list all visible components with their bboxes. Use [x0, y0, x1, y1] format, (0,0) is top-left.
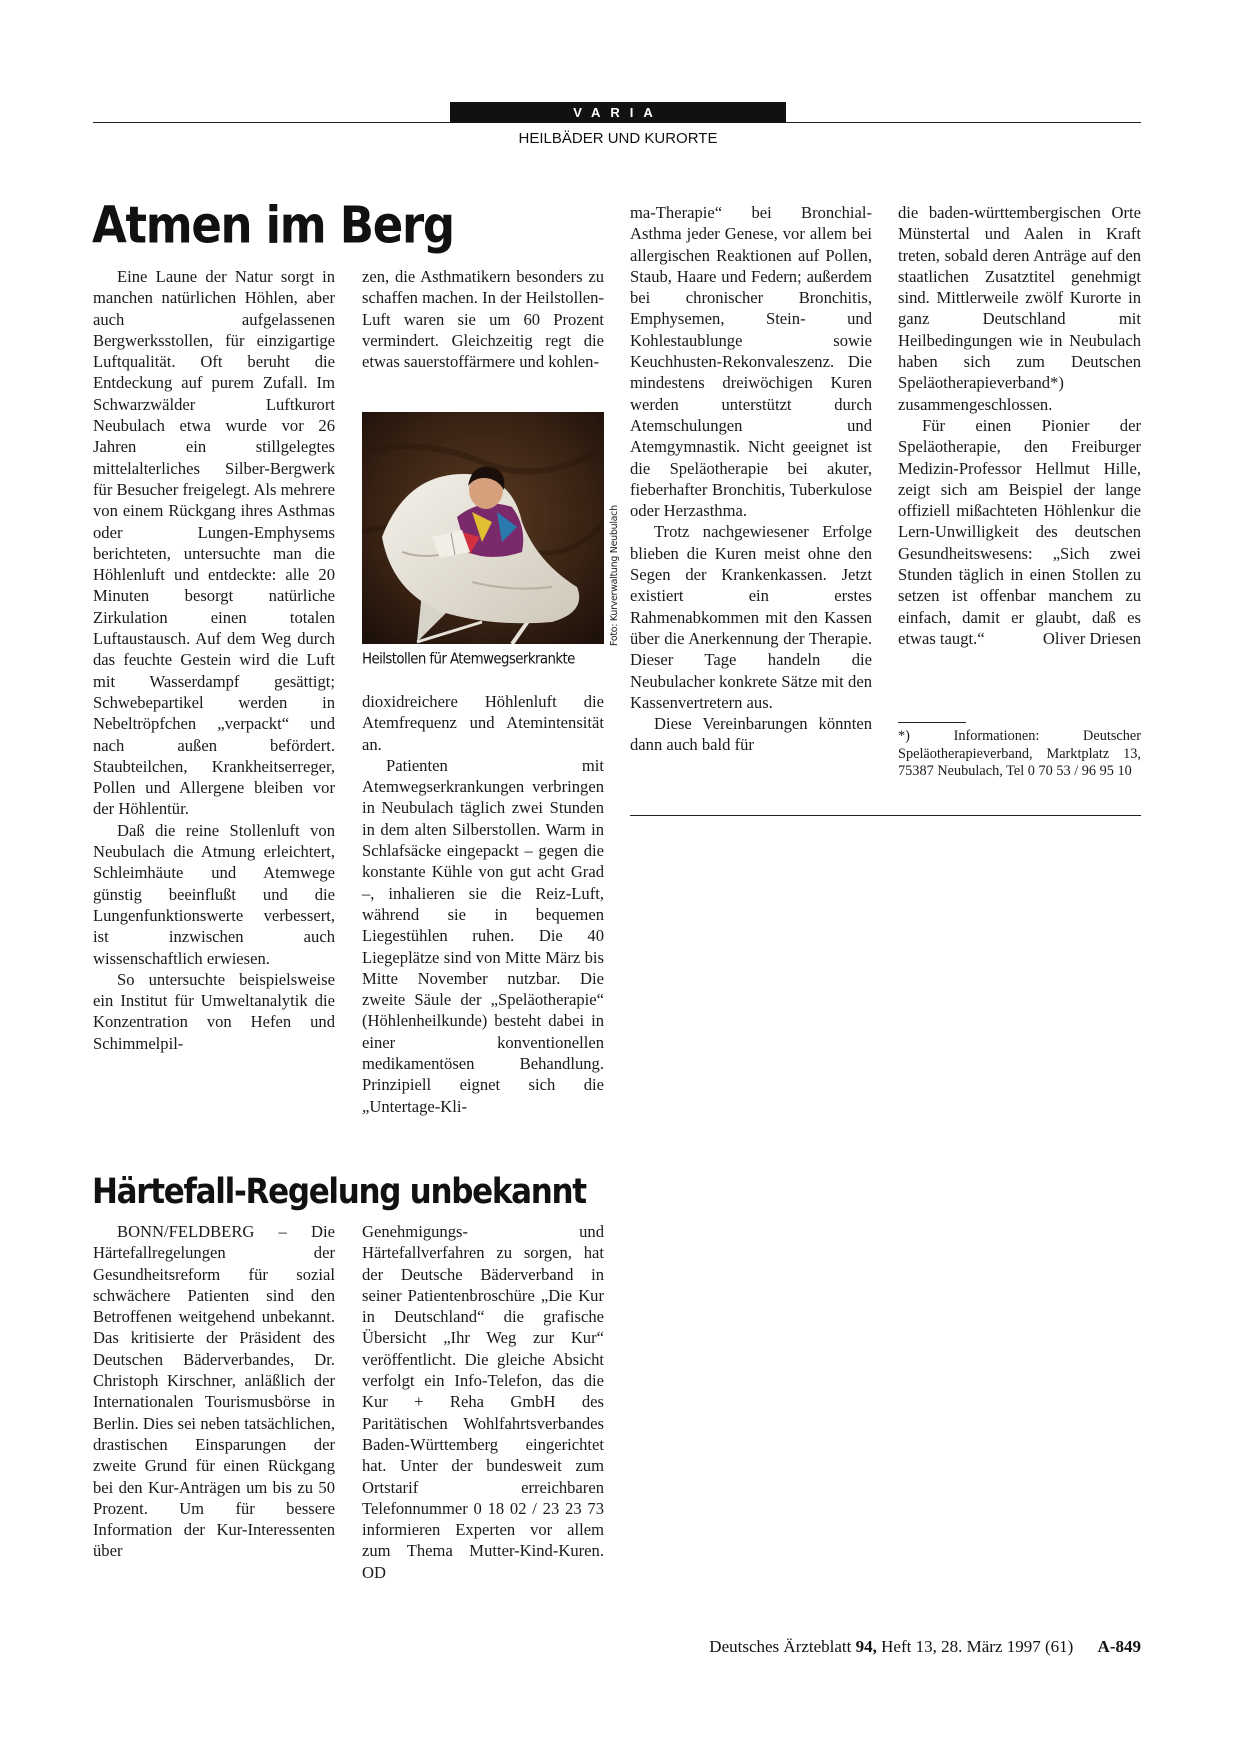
paragraph: Eine Laune der Natur sorgt in manchen natürlichen Höhlen, aber auch aufgelassenen Bergwerksstollen, für einzigartige Luftqualität. Oft beruht die Entdeckung auf purem Zufall. Im Schwarzwälder Luftkurort Neubulach etwa wurde vor 26 Jahren ein stillgelegtes mittelalterliches Silber-Bergwerk für Besucher freigelegt. Als mehrere von einem Rückgang ihres Asthmas oder Lungen-Emphysems berichteten, untersuchte man die Höhlenluft und entdeckte: alle 20 Minuten besorgt natürliche Zirkulation einen totalen Luftaustausch. Auf dem Weg durch das feuchte Gestein wird die Luft mit Wasserdampf gesättigt; Schwebepartikel werden in Nebeltröpfchen „verpackt“ und nach außen befördert. Staubteilchen, Krankheitserreger, Pollen und Allergene bleiben vor der Höhlentür. — [93, 267, 335, 819]
paragraph: Genehmigungs- und Härtefallverfahren zu sorgen, hat der Deutsche Bäderverband in seiner Patientenbroschüre „Die Kur in Deutschland“ die grafische Übersicht „Ihr Weg zur Kur“ veröffentlicht. Die gleiche Absicht verfolgt ein Info-Telefon, das die Kur + Reha GmbH des Paritätischen Wohlfahrtsverbandes Baden-Württemberg eingerichtet hat. Unter der bundesweit zum Ortstarif erreichbaren Telefonnummer 0 18 02 / 23 23 73 informieren Experten vor allem zum Thema Mutter-Kind-Kuren. OD — [362, 1222, 604, 1582]
paragraph: Patienten mit Atemwegserkrankungen verbringen in Neubulach täglich zwei Stunden in dem alten Silberstollen. Warm in Schlafsäcke eingepackt – gegen die konstante Kühle von gut acht Grad –, inhalieren sie die Reiz-Luft, während sie in bequemen Liegestühlen ruhen. Die 40 Liegeplätze sind von Mitte März bis Mitte November nutzbar. Die zweite Säule der „Speläotherapie“ (Höhlenheilkunde) besteht dabei in einer konventionellen medikamentösen Behandlung. Prinzipiell eignet sich die „Untertage-Kli- — [362, 755, 604, 1116]
article2-column-2 — [362, 1221, 604, 1583]
journal-volume: 94, — [855, 1637, 877, 1656]
article-column-2-top — [362, 266, 604, 372]
paragraph-text: Für einen Pionier der Speläotherapie, den Freiburger Medizin-Professor Hellmut Hille, zeigt sich am Beispiel der lange offiziell mißachteten Höhlenkur die Lern-Unwilligkeit des deutschen Gesundheitswesens: „Sich zwei Stunden täglich in einen Stollen zu setzen ist offenbar manchem zu einfach, damit er glaubt, daß es etwas taugt.“ — [898, 415, 1141, 648]
footnote: *) Informationen: Deutscher Speläotherapieverband, Marktplatz 13, 75387 Neubulach, Tel 0 70 53 / 96 95 10 — [898, 728, 1141, 779]
article-column-2-bottom — [362, 691, 604, 1117]
section-label: VARIA — [450, 102, 786, 123]
paragraph: ma-Therapie“ bei Bronchial-Asthma jeder Genese, vor allem bei allergischen Reaktionen auf Pollen, Staub, Haare und Federn; außerdem bei chronischer Bronchitis, Emphysemen, Stein- und Kohlestaublunge sowie Keuchhusten-Rekonvaleszenz. Die mindestens dreiwöchigen Kuren werden unterstützt durch Atemschulungen und Atemgymnastik. Nicht geeignet ist die Speläotherapie bei akuter, fieberhafter Bronchitis, Tuberkulose oder Herzasthma. — [630, 203, 872, 521]
photo-caption: Heilstollen für Atemwegserkrankte — [362, 651, 575, 668]
article-column-3 — [630, 202, 872, 756]
photo-credit: Foto: Kurverwaltung Neubulach — [609, 505, 620, 646]
paragraph: Daß die reine Stollenluft von Neubulach die Atmung erleichtert, Schleimhäute und Atemwege günstig beeinflußt und die Lungenfunktionswerte verbessert, ist inzwischen auch wissenschaftlich erwiesen. — [93, 820, 335, 968]
article-title: Atmen im Berg — [92, 195, 454, 255]
page-number: A-849 — [1097, 1637, 1141, 1656]
journal-name: Deutsches Ärzteblatt — [709, 1637, 852, 1656]
patient-photo-illustration — [362, 412, 604, 644]
footnote-rule — [898, 722, 966, 723]
paragraph — [898, 415, 1141, 649]
paragraph: dioxidreichere Höhlenluft die Atemfrequenz und Atemintensität an. — [362, 692, 604, 754]
article-column-4 — [898, 202, 1141, 649]
article-end-rule — [630, 815, 1141, 816]
article-photo — [362, 412, 604, 644]
paragraph: Diese Vereinbarungen könnten dann auch bald für — [630, 714, 872, 755]
article2-column-1 — [93, 1221, 335, 1562]
paragraph: So untersuchte beispielsweise ein Institut für Umweltanalytik die Konzentration von Hefen und Schimmelpil- — [93, 969, 335, 1053]
article-title-2: Härtefall-Regelung unbekannt — [92, 1171, 586, 1212]
article-column-1 — [93, 266, 335, 1054]
issue-info: Heft 13, 28. März 1997 (61) — [881, 1637, 1074, 1656]
paragraph: die baden-württembergischen Orte Münstertal und Aalen in Kraft treten, sobald deren Anträge auf den staatlichen Zusatztitel genehmigt sind. Mittlerweile zwölf Kurorte in ganz Deutschland mit Heilbedingungen wie in Neubulach haben sich zum Deutschen Speläotherapieverband*) zusammengeschlossen. — [898, 203, 1141, 414]
paragraph: Trotz nachgewiesener Erfolge blieben die Kuren meist ohne den Segen der Krankenkassen. Jetzt existiert ein erstes Rahmenabkommen mit den Kassen über die Anerkennung der Therapie. Dieser Tage handeln die Neubulacher konkrete Sätze mit den Kassenvertretern aus. — [630, 522, 872, 712]
paragraph: zen, die Asthmatikern besonders zu schaffen machen. In der Heilstollen-Luft waren sie um 60 Prozent vermindert. Gleichzeitig regt die etwas sauerstoffärmere und kohlen- — [362, 267, 604, 372]
page-footer — [500, 1637, 1141, 1657]
paragraph: BONN/FELDBERG – Die Härtefallregelungen der Gesundheitsreform für sozial schwächere Patienten sind den Betroffenen weitgehend unbekannt. Das kritisierte der Präsident des Deutschen Bäderverbandes, Dr. Christoph Kirschner, anläßlich der Internationalen Tourismusbörse in Berlin. Dies sei neben tatsächlichen, drastischen Einsparungen der zweite Grund für einen Rückgang bei den Kur-Anträgen um bis zu 50 Prozent. Um für bessere Information der Kur-Interessenten über — [93, 1222, 335, 1561]
subsection-label: HEILBÄDER UND KURORTE — [518, 130, 718, 147]
author-name: Oliver Driesen — [1042, 628, 1141, 648]
